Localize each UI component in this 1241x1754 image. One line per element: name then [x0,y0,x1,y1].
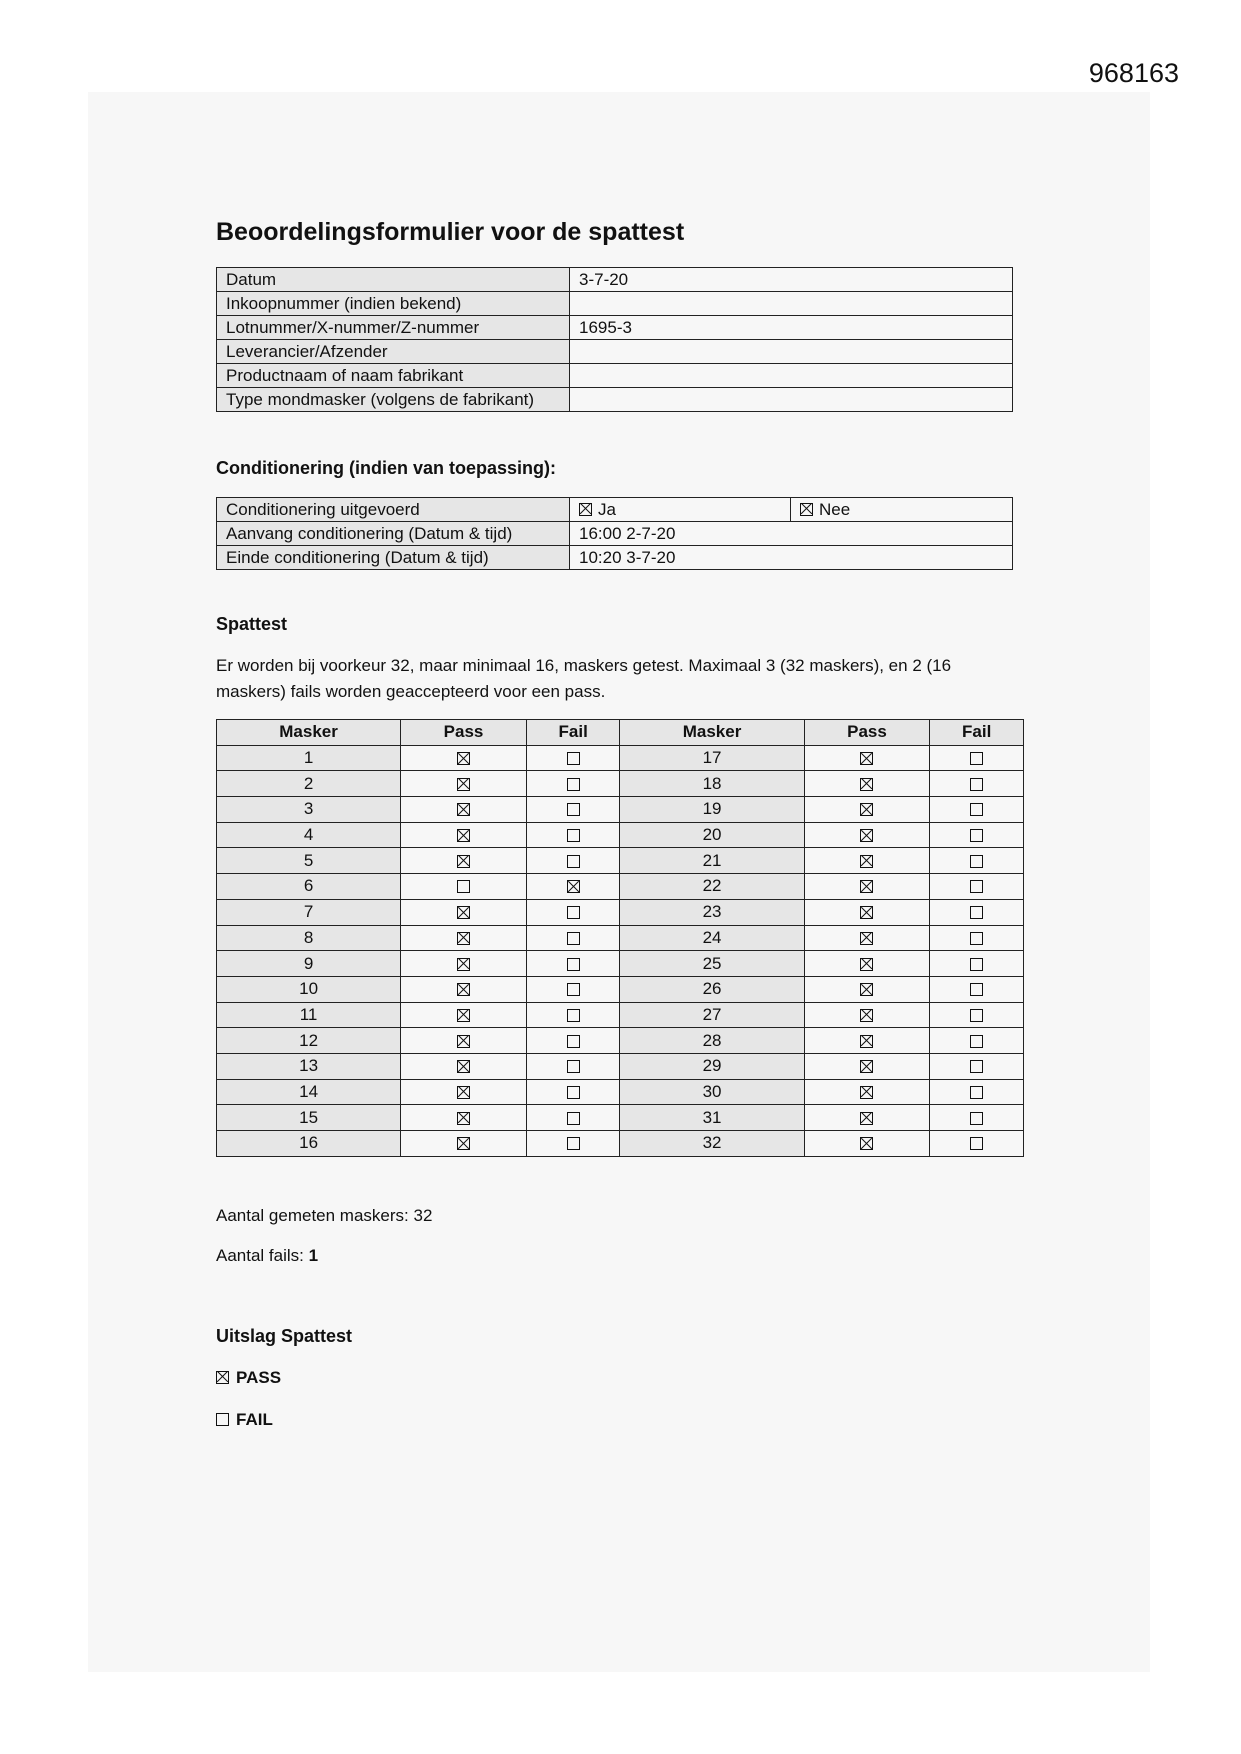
col-pass: Pass [401,720,527,746]
checkbox-icon[interactable] [860,1137,873,1150]
conditioning-end-row [217,546,1013,570]
spattest-heading: Spattest [216,614,288,634]
checkbox-icon[interactable] [457,855,470,868]
table-row [217,1105,1024,1131]
checkbox-icon[interactable] [457,803,470,816]
checkbox-icon[interactable] [860,1086,873,1099]
checkbox-icon[interactable] [970,752,983,765]
mask-number: 20 [620,822,804,848]
checkbox-icon[interactable] [860,906,873,919]
checkbox-icon[interactable] [457,958,470,971]
checkbox-icon[interactable] [860,803,873,816]
mask-fail-cell [930,745,1024,771]
checkbox-icon[interactable] [567,1035,580,1048]
checkbox-icon[interactable] [970,906,983,919]
checkbox-icon[interactable] [457,1086,470,1099]
mask-pass-cell [401,1079,527,1105]
checkbox-icon[interactable] [970,1009,983,1022]
checkbox-icon[interactable] [457,906,470,919]
mask-fail-cell [930,925,1024,951]
mask-number: 3 [217,797,401,823]
table-row [217,976,1024,1002]
meta-row [217,316,1013,340]
mask-pass-cell [804,1002,930,1028]
checkbox-icon[interactable] [457,1035,470,1048]
mask-pass-cell [804,1079,930,1105]
conditioning-performed-row [217,498,1013,522]
table-row [217,797,1024,823]
mask-fail-cell [930,1002,1024,1028]
table-row [217,1131,1024,1157]
checkbox-icon[interactable] [567,1086,580,1099]
checkbox-icon[interactable] [970,932,983,945]
mask-pass-cell [401,1028,527,1054]
checkbox-icon[interactable] [800,503,813,516]
checkbox-icon[interactable] [567,932,580,945]
checkbox-icon[interactable] [567,880,580,893]
checkbox-icon[interactable] [860,932,873,945]
col-fail: Fail [526,720,620,746]
checkbox-icon[interactable] [567,906,580,919]
mask-number: 13 [217,1053,401,1079]
mask-fail-cell [930,899,1024,925]
checkbox-icon[interactable] [567,752,580,765]
table-row [217,745,1024,771]
mask-pass-cell [804,951,930,977]
result-pass-option[interactable] [216,1368,281,1388]
mask-fail-cell [930,1131,1024,1157]
checkbox-icon[interactable] [860,880,873,893]
mask-table-header [217,720,1024,746]
checkbox-icon[interactable] [970,983,983,996]
mask-pass-cell [401,848,527,874]
mask-fail-cell [930,1028,1024,1054]
mask-number: 24 [620,925,804,951]
meta-table [216,267,1013,412]
mask-fail-cell [526,925,620,951]
mask-number: 23 [620,899,804,925]
mask-pass-cell [804,976,930,1002]
mask-fail-cell [526,1053,620,1079]
checkbox-icon[interactable] [970,855,983,868]
col-pass: Pass [804,720,930,746]
conditioning-start-row [217,522,1013,546]
mask-fail-cell [526,822,620,848]
col-masker: Masker [217,720,401,746]
table-row [217,899,1024,925]
mask-number: 17 [620,745,804,771]
mask-pass-cell [401,771,527,797]
mask-number: 12 [217,1028,401,1054]
mask-pass-cell [804,771,930,797]
mask-number: 21 [620,848,804,874]
mask-pass-cell [804,899,930,925]
meta-row [217,268,1013,292]
checkbox-icon[interactable] [860,1035,873,1048]
checkbox-icon[interactable] [457,1009,470,1022]
mask-pass-cell [401,976,527,1002]
mask-number: 26 [620,976,804,1002]
checkbox-icon[interactable] [970,1137,983,1150]
checkbox-icon[interactable] [457,1137,470,1150]
checkbox-icon[interactable] [970,1086,983,1099]
mask-number: 6 [217,874,401,900]
mask-number: 28 [620,1028,804,1054]
meta-label: Lotnummer/X-nummer/Z-nummer [217,316,570,340]
table-row [217,1079,1024,1105]
checkbox-icon[interactable] [860,778,873,791]
meta-row [217,364,1013,388]
mask-number: 9 [217,951,401,977]
measured-count [216,1206,432,1226]
fail-count [216,1246,318,1266]
meta-label: Inkoopnummer (indien bekend) [217,292,570,316]
mask-number: 31 [620,1105,804,1131]
mask-number: 27 [620,1002,804,1028]
table-row [217,951,1024,977]
checkbox-icon[interactable] [860,958,873,971]
mask-number: 10 [217,976,401,1002]
mask-number: 32 [620,1131,804,1157]
fails-label: Aantal fails: [216,1246,304,1265]
mask-number: 25 [620,951,804,977]
meta-label: Type mondmasker (volgens de fabrikant) [217,388,570,412]
measured-value: 32 [413,1206,433,1225]
mask-fail-cell [526,951,620,977]
table-row [217,771,1024,797]
mask-number: 22 [620,874,804,900]
mask-fail-cell [526,797,620,823]
conditioning-no-label: Nee [819,500,851,519]
checkbox-icon[interactable] [860,1009,873,1022]
mask-pass-cell [804,1131,930,1157]
col-fail: Fail [930,720,1024,746]
checkbox-icon[interactable] [567,983,580,996]
mask-pass-cell [804,745,930,771]
checkbox-icon[interactable] [567,803,580,816]
checkbox-icon[interactable] [970,829,983,842]
fails-value: 1 [308,1246,319,1265]
checkbox-icon[interactable] [457,778,470,791]
mask-number: 4 [217,822,401,848]
meta-label: Datum [217,268,570,292]
table-row [217,874,1024,900]
checkbox-icon[interactable] [457,880,470,893]
document-number: 968163 [1088,58,1179,88]
mask-pass-cell [804,848,930,874]
measured-label: Aantal gemeten maskers: [216,1206,409,1225]
result-fail-label: FAIL [236,1410,273,1429]
checkbox-icon[interactable] [457,932,470,945]
mask-number: 2 [217,771,401,797]
checkbox-icon[interactable] [860,829,873,842]
mask-results-table [216,719,1024,1157]
mask-pass-cell [401,899,527,925]
checkbox-icon[interactable] [970,1035,983,1048]
meta-label: Leverancier/Afzender [217,340,570,364]
mask-pass-cell [804,925,930,951]
conditioning-end-label: Einde conditionering (Datum & tijd) [217,546,570,570]
checkbox-icon[interactable] [216,1413,229,1426]
checkbox-icon[interactable] [457,983,470,996]
mask-fail-cell [526,771,620,797]
mask-pass-cell [804,797,930,823]
mask-fail-cell [526,1002,620,1028]
mask-fail-cell [930,848,1024,874]
mask-pass-cell [804,874,930,900]
mask-fail-cell [930,874,1024,900]
table-row [217,822,1024,848]
mask-number: 8 [217,925,401,951]
mask-number: 30 [620,1079,804,1105]
conditioning-heading: Conditionering (indien van toepassing): [216,458,556,478]
mask-fail-cell [526,976,620,1002]
table-row [217,925,1024,951]
checkbox-icon[interactable] [567,778,580,791]
meta-row [217,292,1013,316]
mask-number: 15 [217,1105,401,1131]
mask-fail-cell [526,745,620,771]
mask-fail-cell [526,848,620,874]
mask-number: 19 [620,797,804,823]
table-row [217,1002,1024,1028]
result-pass-label: PASS [236,1368,282,1387]
form-title: Beoordelingsformulier voor de spattest [216,218,685,246]
checkbox-icon[interactable] [567,1137,580,1150]
conditioning-yes-label: Ja [598,500,616,519]
mask-fail-cell [930,1079,1024,1105]
mask-pass-cell [401,797,527,823]
mask-number: 5 [217,848,401,874]
conditioning-end-value: 10:20 3-7-20 [570,546,1013,570]
mask-number: 1 [217,745,401,771]
col-masker: Masker [620,720,804,746]
checkbox-icon[interactable] [970,803,983,816]
result-heading: Uitslag Spattest [216,1326,353,1346]
checkbox-icon[interactable] [567,855,580,868]
conditioning-table [216,497,1013,570]
mask-number: 11 [217,1002,401,1028]
mask-fail-cell [526,874,620,900]
mask-fail-cell [930,1053,1024,1079]
meta-row [217,340,1013,364]
mask-pass-cell [401,822,527,848]
checkbox-icon[interactable] [216,1371,229,1384]
spattest-intro: Er worden bij voorkeur 32, maar minimaal 16, maskers getest. Maximaal 3 (32 maskers), en 2 (16 maskers) fails worden geaccepteerd voor een pass. [216,656,952,701]
checkbox-icon[interactable] [860,1060,873,1073]
checkbox-icon[interactable] [457,1112,470,1125]
checkbox-icon[interactable] [970,958,983,971]
table-row [217,848,1024,874]
meta-value[interactable]: 3-7-20 [570,268,1013,292]
mask-number: 29 [620,1053,804,1079]
mask-pass-cell [804,822,930,848]
checkbox-icon[interactable] [457,829,470,842]
mask-number: 16 [217,1131,401,1157]
checkbox-icon[interactable] [970,778,983,791]
mask-number: 7 [217,899,401,925]
checkbox-icon[interactable] [970,880,983,893]
mask-fail-cell [930,1105,1024,1131]
mask-pass-cell [401,1053,527,1079]
checkbox-icon[interactable] [567,958,580,971]
checkbox-icon[interactable] [970,1112,983,1125]
meta-value[interactable] [570,388,1013,412]
conditioning-start-label: Aanvang conditionering (Datum & tijd) [217,522,570,546]
meta-value[interactable] [570,340,1013,364]
meta-value[interactable] [570,292,1013,316]
mask-number: 18 [620,771,804,797]
checkbox-icon[interactable] [579,503,592,516]
mask-fail-cell [930,771,1024,797]
mask-pass-cell [401,951,527,977]
meta-row [217,388,1013,412]
checkbox-icon[interactable] [970,1060,983,1073]
conditioning-no-option[interactable] [791,498,1013,522]
meta-value[interactable] [570,364,1013,388]
mask-pass-cell [804,1105,930,1131]
mask-pass-cell [804,1028,930,1054]
mask-fail-cell [930,951,1024,977]
mask-fail-cell [930,822,1024,848]
checkbox-icon[interactable] [860,752,873,765]
conditioning-start-value: 16:00 2-7-20 [570,522,1013,546]
checkbox-icon[interactable] [567,1060,580,1073]
conditioning-yes-option[interactable] [570,498,791,522]
mask-fail-cell [526,1105,620,1131]
mask-pass-cell [401,1002,527,1028]
table-row [217,1028,1024,1054]
checkbox-icon[interactable] [860,983,873,996]
mask-fail-cell [526,1079,620,1105]
checkbox-icon[interactable] [567,1009,580,1022]
mask-number: 14 [217,1079,401,1105]
meta-value[interactable]: 1695-3 [570,316,1013,340]
mask-fail-cell [526,1131,620,1157]
checkbox-icon[interactable] [457,752,470,765]
mask-pass-cell [804,1053,930,1079]
mask-fail-cell [930,976,1024,1002]
mask-fail-cell [930,797,1024,823]
mask-pass-cell [401,1105,527,1131]
mask-pass-cell [401,874,527,900]
checkbox-icon[interactable] [457,1060,470,1073]
conditioning-performed-label: Conditionering uitgevoerd [217,498,570,522]
mask-pass-cell [401,745,527,771]
mask-pass-cell [401,925,527,951]
checkbox-icon[interactable] [567,1112,580,1125]
checkbox-icon[interactable] [860,1112,873,1125]
checkbox-icon[interactable] [860,855,873,868]
mask-pass-cell [401,1131,527,1157]
mask-fail-cell [526,899,620,925]
result-fail-option[interactable] [216,1410,273,1430]
mask-fail-cell [526,1028,620,1054]
checkbox-icon[interactable] [567,829,580,842]
table-row [217,1053,1024,1079]
meta-label: Productnaam of naam fabrikant [217,364,570,388]
